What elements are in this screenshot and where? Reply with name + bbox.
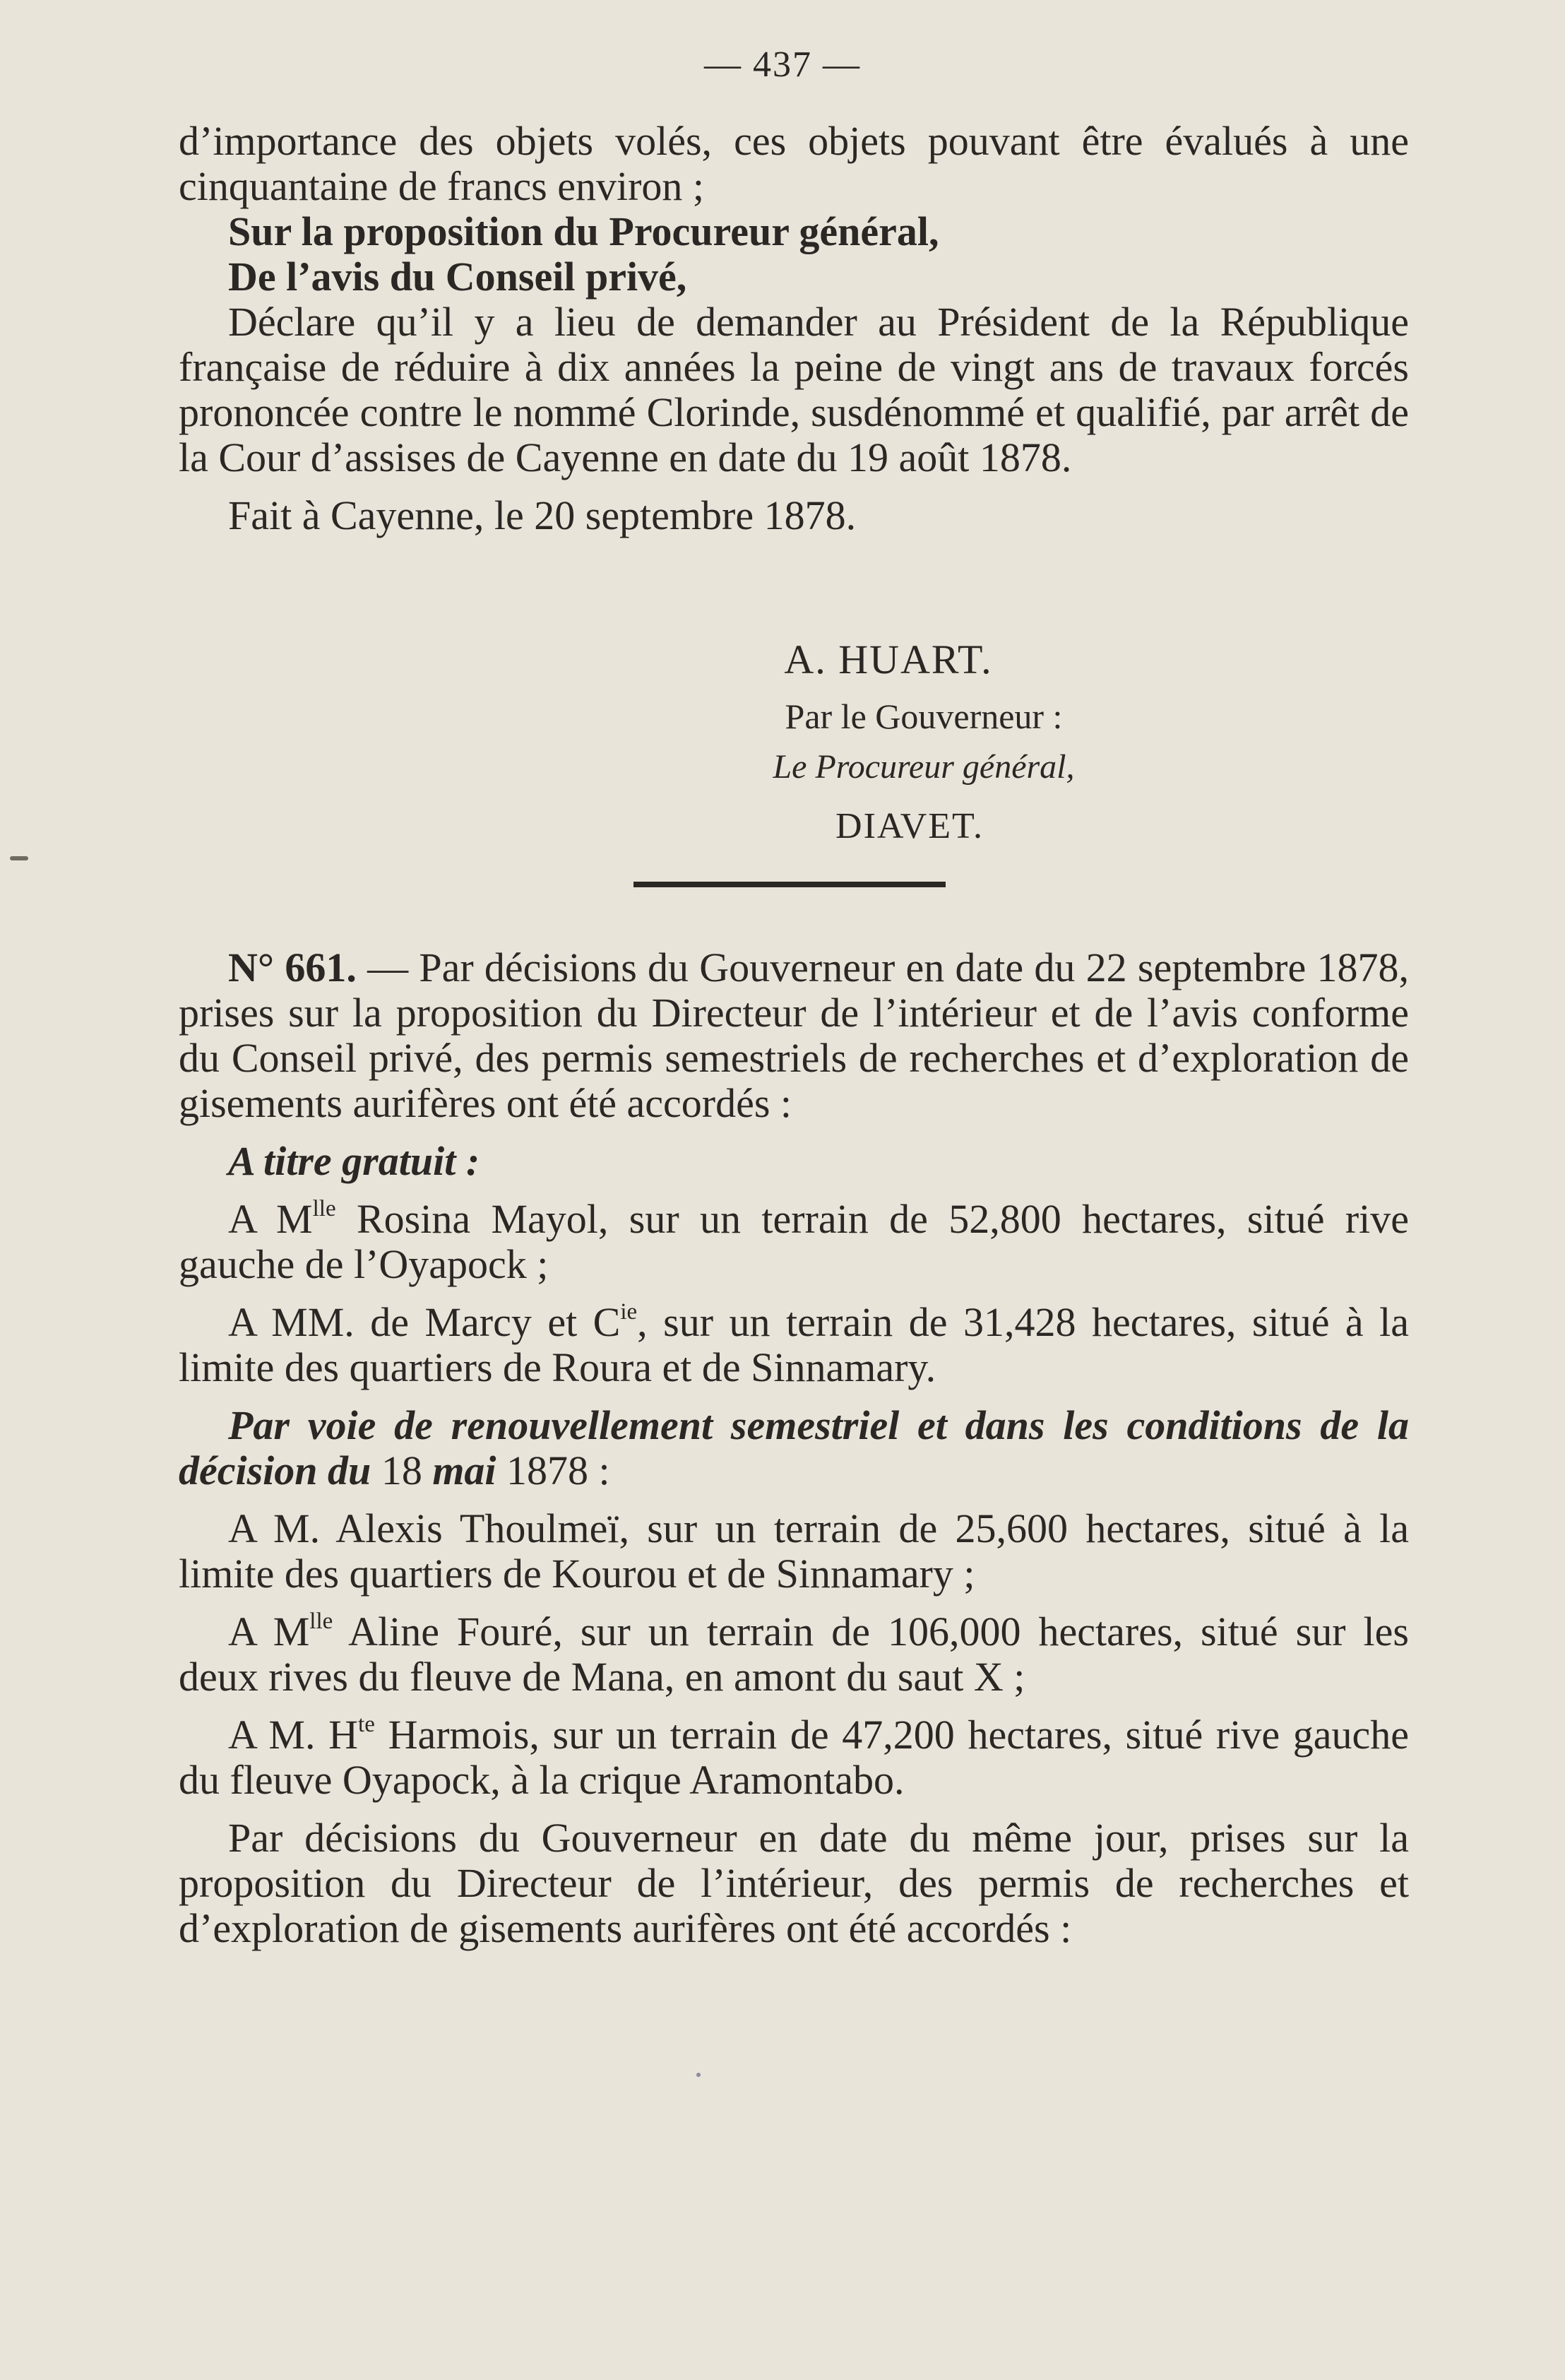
signature-name: A. HUART. bbox=[784, 637, 993, 682]
page-number: — 437 — bbox=[704, 45, 861, 85]
grant-mayol: A $M^{lle}$ Rosina Mayol, sur un terrain de 52,800 hectares, situé rive gauche de l’Oyapock ; bbox=[179, 1195, 1409, 1287]
decision-number: N° 661. bbox=[228, 945, 357, 990]
signature-signer: DIAVET. bbox=[835, 806, 984, 846]
grant-thoulmei: A M. Alexis Thoulmeï, sur un terrain de 25,600 hectares, situé à la limite des quartiers de Kourou et de Sinnamary ; bbox=[179, 1505, 1409, 1597]
paper-mark bbox=[10, 856, 28, 860]
grant-harmois: A M. $H^{te}$ Harmois, sur un terrain de 47,200 hectares, situé rive gauche du fleuve Oyapock, à la crique Aramontabo. bbox=[179, 1711, 1409, 1803]
decision-intro bbox=[179, 945, 1409, 1126]
paragraph-declare: Déclare qu’il y a lieu de demander au Président de la République française de réduire à dix années la peine de vingt ans de travaux forcés prononcée contre le nommé Clorinde, susdénommé et qualifié, par arrêt de la Cour d’assises de Cayenne en date du 19 août 1878. bbox=[179, 299, 1409, 480]
heading-renouvellement: Par voie de renouvellement semestriel et dans les conditions de la décision du 18 mai 1878 : bbox=[179, 1402, 1409, 1493]
signature-role: Le Procureur général, bbox=[773, 748, 1075, 786]
heading-gratuit: A titre gratuit : bbox=[228, 1138, 480, 1184]
section-divider bbox=[633, 882, 946, 887]
paragraph-continuation: d’importance des objets volés, ces objets pouvant être évalués à une cinquantaine de francs environ ; bbox=[179, 118, 1409, 209]
paper-speck bbox=[696, 2073, 701, 2077]
paragraph-closing: Par décisions du Gouverneur en date du même jour, prises sur la proposition du Directeur de l’intérieur, des permis de recherches et d’exploration de gisements aurifères ont été accordés : bbox=[179, 1815, 1409, 1951]
date-line: Fait à Cayenne, le 20 septembre 1878. bbox=[228, 492, 857, 538]
decision-661 bbox=[179, 945, 1409, 1951]
decree-conclusion bbox=[179, 119, 1409, 538]
paragraph-avis: De l’avis du Conseil privé, bbox=[228, 254, 687, 300]
decision-intro-text: — Par décisions du Gouverneur en date du 22 septembre 1878, prises sur la proposition du Directeur de l’intérieur et de l’avis conforme du Conseil privé, des permis semestriels de recherches et d’exploration de gisements aurifères ont été accordés : bbox=[179, 945, 1409, 1126]
grant-foure: A $M^{lle}$ Aline Fouré, sur un terrain de 106,000 hectares, situé sur les deux rives du fleuve de Mana, en amont du saut X ; bbox=[179, 1608, 1409, 1700]
signature-par: Par le Gouverneur : bbox=[785, 697, 1063, 736]
grant-marcy: A MM. de Marcy et $C^{ie}$, sur un terrain de 31,428 hectares, situé à la limite des quartiers de Roura et de Sinnamary. bbox=[179, 1298, 1409, 1390]
paragraph-proposition: Sur la proposition du Procureur général, bbox=[228, 208, 939, 254]
